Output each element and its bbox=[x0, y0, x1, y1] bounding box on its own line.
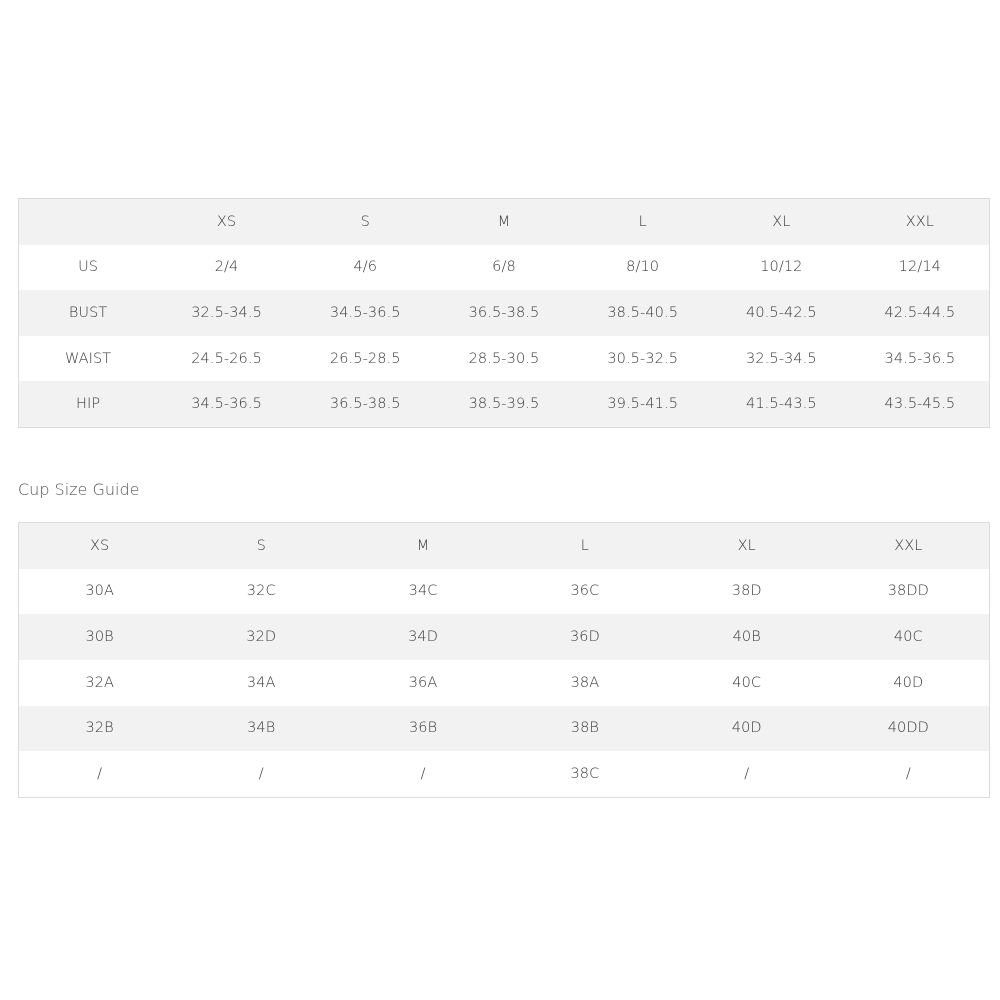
row-label: WAIST bbox=[64, 350, 112, 367]
table-cell: 40D bbox=[666, 706, 828, 752]
table-cell: 40D bbox=[893, 674, 924, 691]
table-cell: 36B bbox=[342, 706, 504, 752]
header-cell-m: M bbox=[435, 199, 574, 245]
table-header-row bbox=[19, 199, 990, 245]
header-cell-s: S bbox=[180, 523, 342, 569]
table-cell: 40DD bbox=[828, 706, 990, 752]
table-cell: 24.5-26.5 bbox=[191, 350, 262, 367]
table-cell: 30.5-32.5 bbox=[607, 350, 679, 367]
header-cell-empty bbox=[19, 199, 158, 245]
table-cell: / bbox=[258, 766, 264, 783]
table-cell: 38D bbox=[731, 583, 762, 600]
table-cell: 32B bbox=[19, 706, 181, 752]
row-label: HIP bbox=[19, 381, 158, 427]
table-cell: 32.5-34.5 bbox=[157, 290, 296, 336]
table-row-waist bbox=[19, 336, 990, 382]
table-cell: 42.5-44.5 bbox=[851, 290, 990, 336]
table-row bbox=[19, 706, 990, 752]
table-cell: 36A bbox=[408, 674, 438, 691]
table-cell: 6/8 bbox=[492, 259, 516, 276]
table-cell: 38DD bbox=[887, 583, 929, 600]
table-cell: 34C bbox=[408, 583, 438, 600]
table-cell: 28.5-30.5 bbox=[468, 350, 540, 367]
table-cell: 38C bbox=[570, 766, 600, 783]
table-cell: 36D bbox=[504, 614, 666, 660]
table-cell: / bbox=[97, 766, 103, 783]
table-cell: 34.5-36.5 bbox=[884, 350, 956, 367]
header-cell-xxl: XXL bbox=[851, 199, 990, 245]
table-cell: 32A bbox=[85, 674, 114, 691]
cup-size-guide-title: Cup Size Guide bbox=[18, 480, 140, 499]
table-cell: 34.5-36.5 bbox=[157, 381, 296, 427]
table-cell: 4/6 bbox=[353, 259, 378, 276]
row-label: BUST bbox=[19, 290, 158, 336]
table-cell: 34D bbox=[342, 614, 504, 660]
header-cell-m: M bbox=[342, 523, 504, 569]
table-cell: 12/14 bbox=[898, 259, 941, 276]
table-cell: 32.5-34.5 bbox=[746, 350, 817, 367]
header-cell-l: L bbox=[573, 199, 712, 245]
table-cell: 40.5-42.5 bbox=[712, 290, 851, 336]
table-row bbox=[19, 569, 990, 615]
table-cell: 32C bbox=[246, 583, 276, 600]
table-row bbox=[19, 614, 990, 660]
table-cell: 39.5-41.5 bbox=[573, 381, 712, 427]
table-cell: 38.5-39.5 bbox=[435, 381, 574, 427]
table-cell: 36.5-38.5 bbox=[435, 290, 574, 336]
table-cell: 2/4 bbox=[214, 259, 239, 276]
table-cell: 41.5-43.5 bbox=[712, 381, 851, 427]
header-cell-xs: XS bbox=[157, 199, 296, 245]
table-header-row bbox=[19, 523, 990, 569]
table-cell: / bbox=[905, 766, 911, 783]
table-cell: 30B bbox=[19, 614, 181, 660]
row-label: US bbox=[78, 259, 99, 276]
table-row-us bbox=[19, 245, 990, 291]
table-cell: 36.5-38.5 bbox=[296, 381, 435, 427]
table-cell: 8/10 bbox=[626, 259, 660, 276]
header-cell-xs: XS bbox=[19, 523, 181, 569]
table-cell: 40B bbox=[666, 614, 828, 660]
cup-size-table bbox=[18, 522, 990, 798]
table-row bbox=[19, 751, 990, 797]
header-cell-xl: XL bbox=[712, 199, 851, 245]
table-cell: 34A bbox=[246, 674, 276, 691]
table-cell: 32D bbox=[180, 614, 342, 660]
table-cell: 38.5-40.5 bbox=[573, 290, 712, 336]
table-cell: 10/12 bbox=[760, 259, 803, 276]
table-cell: 40C bbox=[828, 614, 990, 660]
table-cell: 26.5-28.5 bbox=[329, 350, 401, 367]
table-cell: / bbox=[744, 766, 750, 783]
table-cell: 30A bbox=[85, 583, 114, 600]
table-row-bust bbox=[19, 290, 990, 336]
table-cell: 36C bbox=[570, 583, 600, 600]
table-cell: 43.5-45.5 bbox=[851, 381, 990, 427]
table-row bbox=[19, 660, 990, 706]
table-cell: 34.5-36.5 bbox=[296, 290, 435, 336]
size-chart-table bbox=[18, 198, 990, 428]
header-cell-xxl: XXL bbox=[828, 523, 990, 569]
table-cell: 40C bbox=[732, 674, 762, 691]
table-cell: 34B bbox=[180, 706, 342, 752]
table-row-hip bbox=[19, 381, 990, 427]
header-cell-l: L bbox=[504, 523, 666, 569]
header-cell-s: S bbox=[296, 199, 435, 245]
table-cell: 38A bbox=[570, 674, 600, 691]
header-cell-xl: XL bbox=[666, 523, 828, 569]
table-cell: / bbox=[420, 766, 426, 783]
table-cell: 38B bbox=[504, 706, 666, 752]
